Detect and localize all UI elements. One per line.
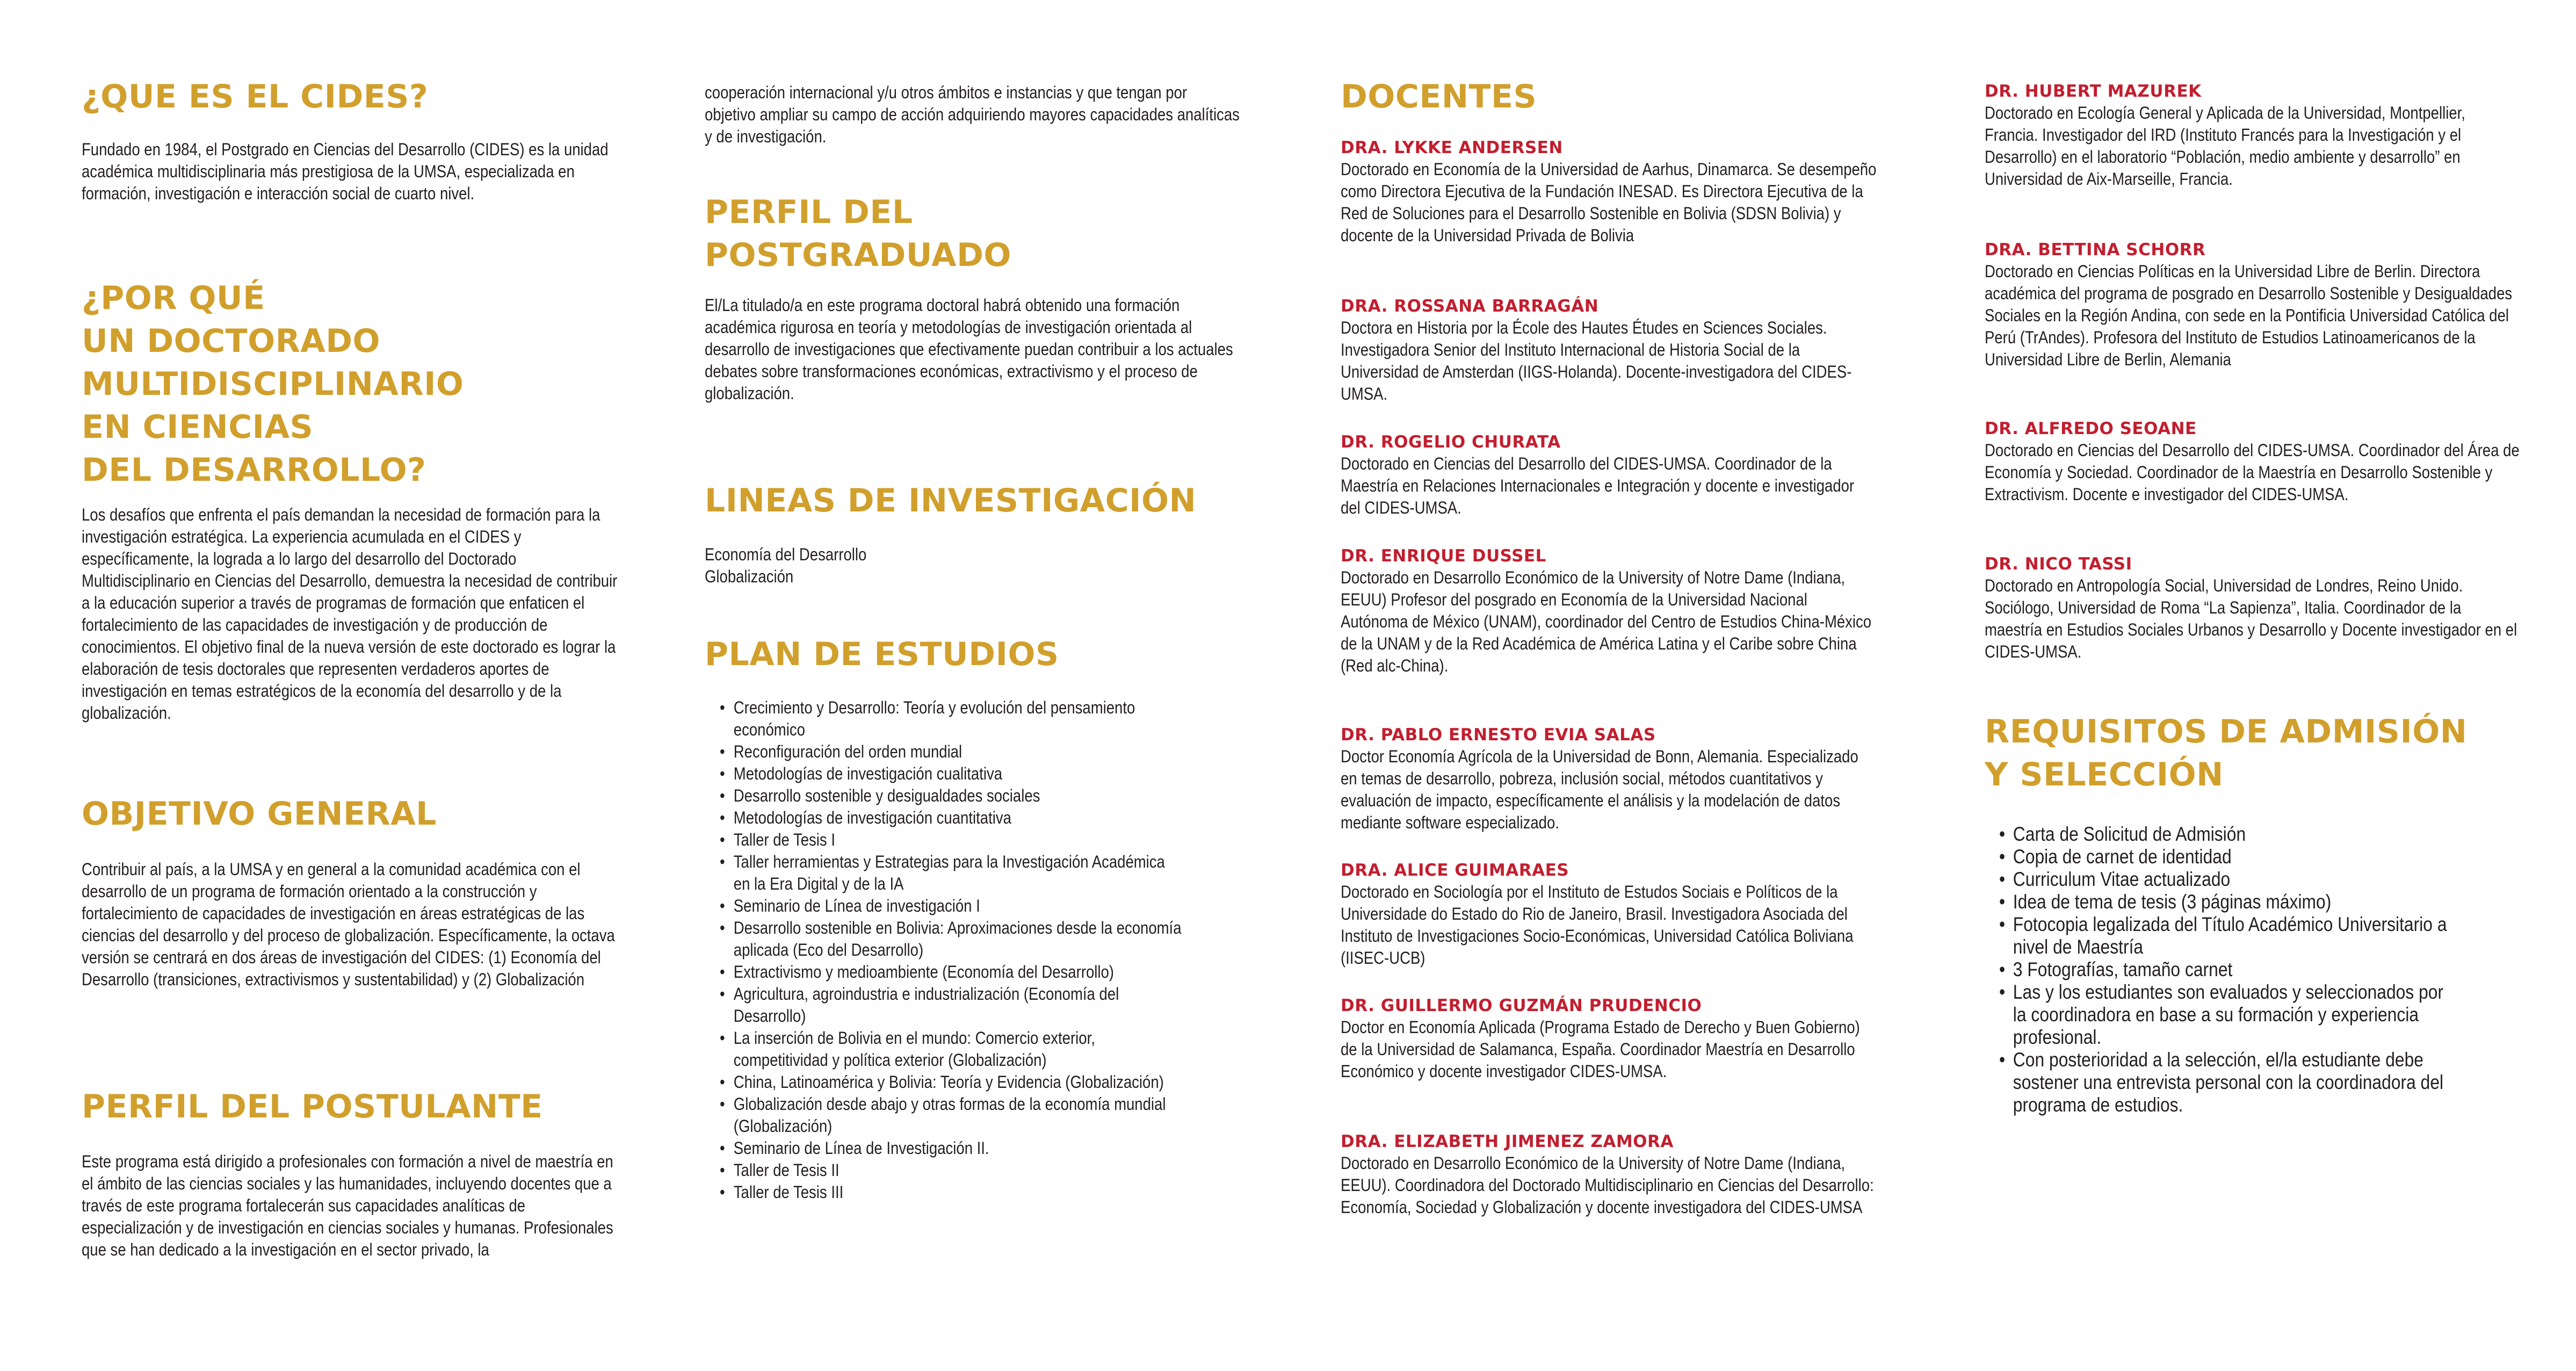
docente-bio: Doctorado en Ciencias del Desarrollo del CIDES-UMSA. Coordinador de la Maestría en Relaciones Internacionales e Integración y docente e investigador del CIDES-UMSA. xyxy=(1341,454,1855,517)
perfil-postgraduado-body: El/La titulado/a en este programa doctoral habrá obtenido una formación académica rigurosa en teoría y metodologías de investigación orientada al desarrollo de investigaciones que efectivamente puedan contribuir a los actuales debates sobre transformaciones económicas, extractivismo y el proceso de globalización. xyxy=(705,295,1233,403)
por-que-heading xyxy=(82,277,464,492)
plan-item: • Globalización desde abajo y otras formas de la economía mundial (Globalización) xyxy=(720,1093,1182,1137)
perfil-postgraduado-heading-line: POSTGRADUADO xyxy=(705,236,1011,274)
plan-item: • China, Latinoamérica y Bolivia: Teoría y Evidencia (Globalización) xyxy=(720,1071,1182,1093)
que-es-heading: ¿QUE ES EL CIDES? xyxy=(82,78,429,116)
plan-item: • Desarrollo sostenible en Bolivia: Aproximaciones desde la economía aplicada (Eco del Desarrollo) xyxy=(720,917,1182,961)
requisito-item: • Copia de carnet de identidad xyxy=(1999,846,2461,868)
lineas-list xyxy=(705,544,1242,588)
docente-bio: Doctor Economía Agrícola de la Universidad de Bonn, Alemania. Especializado en temas de desarrollo, pobreza, inclusión social, métodos cuantitativos y evaluación de impacto, específicamente el análisis y la modelación de datos mediante software especializado. xyxy=(1341,747,1858,832)
plan-item: • Agricultura, agroindustria e industrialización (Economía del Desarrollo) xyxy=(720,983,1182,1027)
docente-entry xyxy=(1985,81,2576,190)
docente-bio: Doctorado en Ecología General y Aplicada de la Universidad, Montpellier, Francia. Investigador del IRD (Instituto Francés para la Investigación y el Desarrollo) en el laboratorio “Población, medio ambiente y desarrollo” en Universidad de Aix-Marseille, Francia. xyxy=(1985,103,2465,189)
plan-item: • Taller de Tesis III xyxy=(720,1181,1182,1203)
plan-heading: PLAN DE ESTUDIOS xyxy=(705,636,1059,673)
por-que-heading-line: ¿POR QUÉ xyxy=(82,279,265,317)
plan-item: • La inserción de Bolivia en el mundo: Comercio exterior, competitividad y política exterior (Globalización) xyxy=(720,1027,1182,1071)
requisitos-heading-line: Y SELECCIÓN xyxy=(1985,756,2224,793)
docente-entry xyxy=(1341,295,1965,405)
plan-item: • Metodologías de investigación cualitativa xyxy=(720,763,1182,785)
docente-bio: Doctorado en Ciencias Políticas en la Universidad Libre de Berlin. Directora académica del programa de posgrado en Desarrollo Sostenible y Desigualdades Sociales en la Región Andina, con sede en la Pontificia Universidad Católica del Perú (TrAndes). Profesora del Instituto de Estudios Latinoamericanos de la Universidad Libre de Berlin, Alemania xyxy=(1985,262,2513,369)
docente-entry xyxy=(1341,995,1965,1083)
que-es-body: Fundado en 1984, el Postgrado en Ciencias del Desarrollo (CIDES) es la unidad académica multidisciplinaria más prestigiosa de la UMSA, especializada en formación, investigación e interacción social de cuarto nivel. xyxy=(82,140,609,203)
lineas-heading: LINEAS DE INVESTIGACIÓN xyxy=(705,482,1197,519)
docente-bio: Doctorado en Antropología Social, Universidad de Londres, Reino Unido. Sociólogo, Universidad de Roma “La Sapienza”, Italia. Coordinador de la maestría en Estudios Sociales Urbanos y Desarrollo y Docente investigador en el CIDES-UMSA. xyxy=(1985,576,2517,661)
plan-item: • Crecimiento y Desarrollo: Teoría y evolución del pensamiento económico xyxy=(720,697,1182,741)
docente-bio: Doctora en Historia por la École des Hautes Études en Sciences Sociales. Investigadora Senior del Instituto Internacional de Historia Social de la Universidad de Amsterdan (IIGS-Holanda). Docente-investigadora del CIDES-UMSA. xyxy=(1341,318,1852,403)
docente-name: DR. HUBERT MAZUREK xyxy=(1985,82,2202,101)
objetivo-heading: OBJETIVO GENERAL xyxy=(82,795,437,833)
docente-name: DR. NICO TASSI xyxy=(1985,554,2132,574)
docente-entry xyxy=(1341,724,1965,834)
docentes-heading: DOCENTES xyxy=(1341,78,1537,116)
docente-bio: Doctorado en Economía de la Universidad de Aarhus, Dinamarca. Se desempeño como Directora Ejecutiva de la Fundación INESAD. Es Directora Ejecutiva de la Red de Soluciones para el Desarrollo Sostenible en Bolivia (SDSN Bolivia) y docente de la Universidad Privada de Bolivia xyxy=(1341,160,1877,245)
plan-item: • Extractivismo y medioambiente (Economía del Desarrollo) xyxy=(720,961,1182,983)
docente-name: DRA. BETTINA SCHORR xyxy=(1985,240,2206,259)
requisito-item: • Las y los estudiantes son evaluados y seleccionados por la coordinadora en base a su formación y experiencia profesional. xyxy=(1999,981,2461,1049)
docente-bio: Doctorado en Desarrollo Económico de la University of Notre Dame (Indiana, EEUU). Coordinadora del Doctorado Multidisciplinario en Ciencias del Desarrollo: Economía, Sociedad y Globalización y docente investigadora del CIDES-UMSA xyxy=(1341,1153,1874,1217)
plan-item: • Seminario de Línea de Investigación II. xyxy=(720,1137,1182,1159)
requisito-item: • Fotocopia legalizada del Título Académico Universitario a nivel de Maestría xyxy=(1999,913,2461,958)
postulante-heading: PERFIL DEL POSTULANTE xyxy=(82,1088,543,1125)
plan-list xyxy=(720,697,1182,1203)
por-que-body: Los desafíos que enfrenta el país demandan la necesidad de formación para la investigación estratégica. La experiencia acumulada en el CIDES y específicamente, la lograda a lo largo del desarrollo del Doctorado Multidisciplinario en Ciencias del Desarrollo, demuestra la necesidad de contribuir a la educación superior a través de programas de formación que enfaticen el fortalecimiento de las capacidades de investigación y de producción de conocimientos. El objetivo final de la nueva versión de este doctorado es lograr la elaboración de tesis doctorales que representen verdaderos aportes de investigación en temas estratégicos de la economía del desarrollo y de la globalización. xyxy=(82,505,618,723)
docente-name: DR. GUILLERMO GUZMÁN PRUDENCIO xyxy=(1341,996,1702,1015)
requisito-item: • Curriculum Vitae actualizado xyxy=(1999,868,2461,891)
requisitos-list xyxy=(1999,823,2461,1116)
perfil-postgraduado-heading-line: PERFIL DEL xyxy=(705,193,913,231)
plan-item: • Seminario de Línea de investigación I xyxy=(720,895,1182,917)
plan-item: • Taller de Tesis I xyxy=(720,829,1182,851)
requisitos-heading-line: REQUISITOS DE ADMISIÓN xyxy=(1985,713,2468,751)
docente-entry xyxy=(1341,545,1965,677)
docente-name: DR. ALFREDO SEOANE xyxy=(1985,419,2197,438)
por-que-heading-line: UN DOCTORADO xyxy=(82,322,381,360)
docente-name: DRA. ALICE GUIMARAES xyxy=(1341,861,1569,880)
por-que-heading-line: DEL DESARROLLO? xyxy=(82,451,426,489)
docente-name: DRA. LYKKE ANDERSEN xyxy=(1341,138,1563,157)
docente-entry xyxy=(1985,553,2576,663)
docente-name: DR. PABLO ERNESTO EVIA SALAS xyxy=(1341,725,1656,745)
requisito-item: • Carta de Solicitud de Admisión xyxy=(1999,823,2461,846)
postulante-body: Este programa está dirigido a profesionales con formación a nivel de maestría en el ámbito de las ciencias sociales y las humanidades, incluyendo docentes que a través de este programa fortalecerán sus capacidades analíticas de especialización y de investigación en ciencias sociales y humanas. Profesionales que se han dedicado a la investigación en el sector privado, la xyxy=(82,1152,613,1259)
plan-item: • Metodologías de investigación cuantitativa xyxy=(720,807,1182,829)
perfil-postgraduado-heading xyxy=(705,191,1011,277)
docente-bio: Doctorado en Desarrollo Económico de la University of Notre Dame (Indiana, EEUU) Profesor del posgrado en Economía de la Universidad Nacional Autónoma de México (UNAM), coordinador del Centro de Estudios China-México de la UNAM y de la Red Académica de América Latina y el Caribe sobre China (Red alc-China). xyxy=(1341,568,1872,675)
docente-name: DRA. ELIZABETH JIMENEZ ZAMORA xyxy=(1341,1132,1674,1151)
requisito-item: • Con posterioridad a la selección, el/la estudiante debe sostener una entrevista personal con la coordinadora del programa de estudios. xyxy=(1999,1049,2461,1116)
docente-name: DR. ENRIQUE DUSSEL xyxy=(1341,546,1546,566)
docente-bio: Doctor en Economía Aplicada (Programa Estado de Derecho y Buen Gobierno) de la Universidad de Salamanca, España. Coordinador Maestría en Desarrollo Económico y docente investigador CIDES-UMSA. xyxy=(1341,1018,1860,1081)
requisito-item: • Idea de tema de tesis (3 páginas máximo) xyxy=(1999,891,2461,913)
plan-item: • Desarrollo sostenible y desigualdades sociales xyxy=(720,785,1182,807)
docente-entry xyxy=(1985,418,2576,506)
por-que-heading-line: EN CIENCIAS xyxy=(82,408,314,446)
docente-bio: Doctorado en Sociología por el Instituto de Estudos Sociais e Políticos de la Universidade do Estado do Rio de Janeiro, Brasil. Investigadora Asociada del Instituto de Investigaciones Socio-Económicas, Universidad Católica Boliviana (IISEC-UCB) xyxy=(1341,882,1854,968)
docente-name: DRA. ROSSANA BARRAGÁN xyxy=(1341,297,1599,316)
requisito-item: • 3 Fotografías, tamaño carnet xyxy=(1999,958,2461,981)
docente-entry xyxy=(1341,860,1965,969)
docente-entry xyxy=(1341,431,1965,519)
objetivo-body: Contribuir al país, a la UMSA y en general a la comunidad académica con el desarrollo de un programa de formación orientado a la construcción y fortalecimiento de capacidades de investigación en áreas estratégicas de las ciencias del desarrollo y del proceso de globalización. Específicamente, la octava versión se centrará en dos áreas de investigación del CIDES: (1) Economía del Desarrollo (transiciones, extractivismos y sustentabilidad) y (2) Globalización xyxy=(82,860,615,989)
docente-bio: Doctorado en Ciencias del Desarrollo del CIDES-UMSA. Coordinador del Área de Economía y Sociedad. Coordinador de la Maestría en Desarrollo Sostenible y Extractivism. Docente e investigador del CIDES-UMSA. xyxy=(1985,441,2520,504)
lineas-item: Globalización xyxy=(705,567,794,586)
postulante-continuation: cooperación internacional y/u otros ámbitos e instancias y que tengan por objetivo ampliar su campo de acción adquiriendo mayores capacidades analíticas y de investigación. xyxy=(705,83,1240,146)
docente-entry xyxy=(1985,239,2576,371)
docente-entry xyxy=(1341,137,1965,247)
lineas-item: Economía del Desarrollo xyxy=(705,545,867,564)
plan-item: • Taller herramientas y Estrategias para la Investigación Académica en la Era Digital y de la IA xyxy=(720,851,1182,895)
docente-entry xyxy=(1341,1131,1965,1218)
plan-item: • Taller de Tesis II xyxy=(720,1159,1182,1181)
docente-name: DR. ROGELIO CHURATA xyxy=(1341,432,1561,452)
requisitos-heading xyxy=(1985,710,2468,796)
por-que-heading-line: MULTIDISCIPLINARIO xyxy=(82,365,464,403)
plan-item: • Reconfiguración del orden mundial xyxy=(720,741,1182,763)
